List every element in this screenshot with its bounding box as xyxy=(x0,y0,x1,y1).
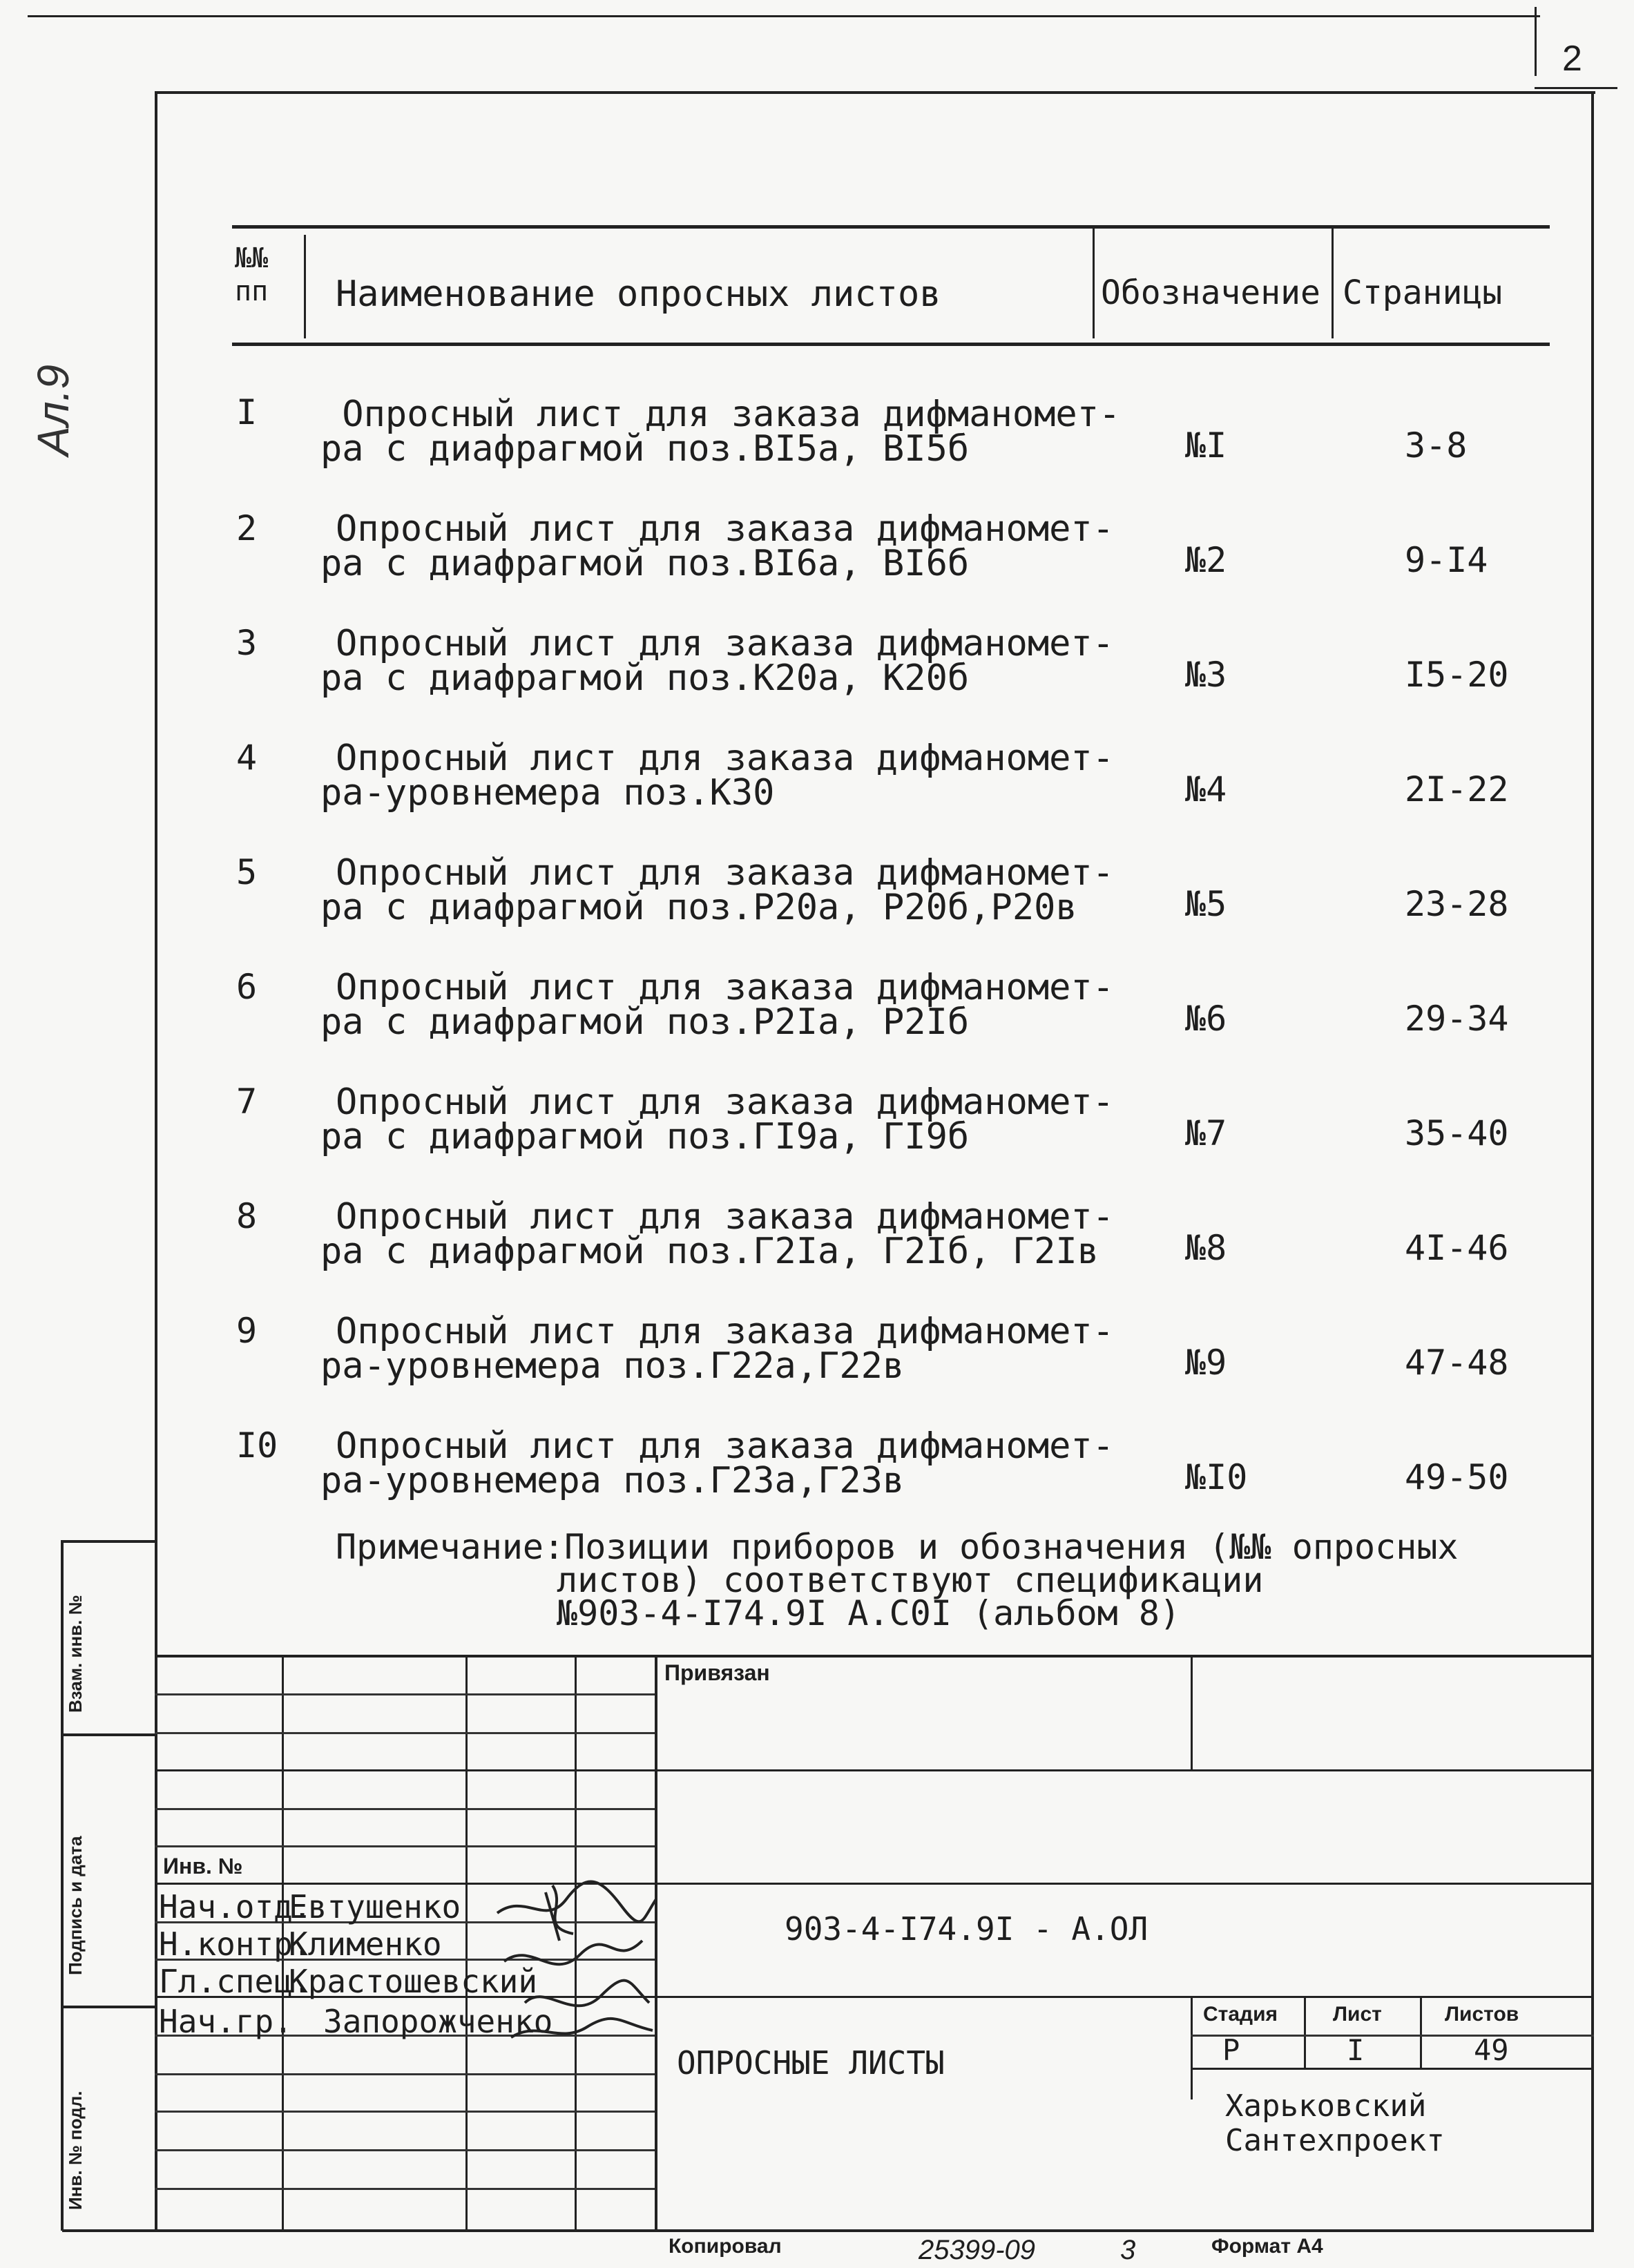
row-name-line2: ра-уровнемера поз.Г22а,Г22в xyxy=(320,1345,905,1387)
frame-left xyxy=(155,91,157,2232)
row-name-line2: ра-уровнемера поз.К30 xyxy=(320,772,775,814)
sheet-label: Лист xyxy=(1333,2003,1382,2026)
tb-row-2 xyxy=(155,1732,655,1734)
handwritten-signatures xyxy=(483,1865,663,2044)
side-sep-2 xyxy=(61,1733,157,1736)
inv-no-label: Инв. № xyxy=(163,1854,243,1878)
row-name-line1: Опросный лист для заказа дифманомет- xyxy=(336,1196,1115,1238)
header-divider-2 xyxy=(1093,228,1095,338)
side-label-vzam-inv: Взам. инв. № xyxy=(65,1595,86,1713)
stage-value: Р xyxy=(1222,2033,1240,2067)
row-name-line2: ра с диафрагмой поз.Р2Iа, Р2Iб xyxy=(320,1001,970,1043)
tb-row-12 xyxy=(155,2111,655,2113)
tb-stage-mid-1 xyxy=(1304,1996,1306,2068)
tb-stage-left xyxy=(1191,1996,1193,2099)
tb-top xyxy=(155,1655,1594,1657)
doc-code: 903-4-I74.9I - А.ОЛ xyxy=(785,1910,1148,1948)
row-name-line2: ра с диафрагмой поз.К20а, К20б xyxy=(320,657,970,699)
footer-format: Формат А4 xyxy=(1211,2235,1323,2258)
footer-copied: Копировал xyxy=(669,2235,782,2258)
row-pages: 2I-22 xyxy=(1405,769,1509,809)
tb-row-11 xyxy=(155,2073,655,2075)
row-code: №4 xyxy=(1185,769,1227,809)
row-number: 4 xyxy=(236,738,258,778)
row-name-line1: Опросный лист для заказа дифманомет- xyxy=(336,852,1115,894)
tb-row-5 xyxy=(155,1845,655,1847)
tb-row-14 xyxy=(155,2188,655,2190)
row-pages: 4I-46 xyxy=(1405,1228,1509,1268)
row-name-line2: ра с диафрагмой поз.Г2Iа, Г2Iб, Г2Iв xyxy=(320,1231,1099,1272)
row-pages: I5-20 xyxy=(1405,655,1509,695)
row-number: 8 xyxy=(236,1196,258,1236)
note-line1: Примечание:Позиции приборов и обозначения (№№ опросных xyxy=(336,1527,1459,1567)
header-no: №№ пп xyxy=(235,242,269,307)
page-number: 2 xyxy=(1562,39,1582,79)
row-pages: 47-48 xyxy=(1405,1343,1509,1383)
row-code: №8 xyxy=(1185,1228,1227,1268)
row-code: №5 xyxy=(1185,884,1227,924)
row-name-line1: Опросный лист для заказа дифманомет- xyxy=(336,1082,1115,1123)
sig-role-2: Н.контр. xyxy=(159,1925,312,1963)
row-name-line1: Опросный лист для заказа дифманомет- xyxy=(336,508,1115,550)
sig-name-3: Крастошевский xyxy=(289,1963,538,2000)
sig-role-1: Нач.отд. xyxy=(159,1888,312,1925)
row-name-line1: Опросный лист для заказа дифманомет- xyxy=(336,1311,1115,1352)
row-name-line1: Опросный лист для заказа дифманомет- xyxy=(336,967,1115,1008)
row-number: 5 xyxy=(236,852,258,892)
tb-col-2 xyxy=(465,1655,468,2231)
tb-row-1 xyxy=(155,1693,655,1695)
row-pages: 3-8 xyxy=(1405,425,1468,465)
row-number: 9 xyxy=(236,1311,258,1351)
row-code: №I xyxy=(1185,425,1227,465)
header-pages: Страницы xyxy=(1343,273,1503,312)
page-number-divider xyxy=(1535,7,1537,76)
row-name-line1: Опросный лист для заказа дифманомет- xyxy=(320,394,1121,435)
row-name-line1: Опросный лист для заказа дифманомет- xyxy=(336,623,1115,664)
frame-top xyxy=(155,91,1595,94)
header-divider-1 xyxy=(304,235,306,338)
tb-stage-row-2 xyxy=(1191,2068,1594,2070)
sig-name-4: Запорожченко xyxy=(323,2003,553,2040)
row-number: 2 xyxy=(236,508,258,548)
frame-bottom xyxy=(62,2229,1594,2232)
row-name-line2: ра с диафрагмой поз.Р20а, Р20б,Р20в xyxy=(320,887,1077,928)
tb-row-13 xyxy=(155,2149,655,2151)
table-header-bottom-rule xyxy=(232,343,1550,346)
org-line1: Харьковский xyxy=(1225,2088,1427,2124)
tb-row-3 xyxy=(155,1769,1594,1771)
org-line2: Сантехпроект xyxy=(1225,2123,1445,2158)
note-line3: №903-4-I74.9I А.С0I (альбом 8) xyxy=(557,1593,1181,1633)
row-code: №6 xyxy=(1185,999,1227,1039)
margin-note: Ал.9 xyxy=(28,364,78,456)
table-header-top-rule xyxy=(232,225,1550,229)
row-code: №3 xyxy=(1185,655,1227,695)
stage-label: Стадия xyxy=(1203,2003,1278,2026)
row-code: №9 xyxy=(1185,1343,1227,1383)
row-code: №2 xyxy=(1185,540,1227,580)
sheets-label: Листов xyxy=(1445,2003,1519,2026)
footer-number: 25399-09 xyxy=(919,2235,1036,2265)
row-name-line2: ра с диафрагмой поз.ГI9а, ГI9б xyxy=(320,1116,970,1157)
tb-col-privyazan xyxy=(1191,1655,1193,1771)
row-name-line1: Опросный лист для заказа дифманомет- xyxy=(336,738,1115,779)
header-name: Наименование опросных листов xyxy=(336,273,941,315)
row-name-line2: ра с диафрагмой поз.BI5а, BI5б xyxy=(320,428,970,470)
page-number-underline xyxy=(1535,87,1617,89)
sig-name-1: Евтушенко xyxy=(289,1888,461,1925)
row-name-line1: Опросный лист для заказа дифманомет- xyxy=(336,1425,1115,1467)
row-number: 7 xyxy=(236,1082,258,1122)
row-pages: 9-I4 xyxy=(1405,540,1488,580)
header-code: Обозначение xyxy=(1101,273,1320,312)
row-pages: 35-40 xyxy=(1405,1113,1509,1153)
sig-role-4: Нач.гр. xyxy=(159,2003,293,2040)
side-sep-3 xyxy=(61,2006,157,2008)
row-name-line2: ра-уровнемера поз.Г23а,Г23в xyxy=(320,1460,905,1501)
side-label-inv-podl: Инв. № подл. xyxy=(65,2091,86,2210)
sig-role-3: Гл.спец. xyxy=(159,1963,312,2000)
sheets-value: 49 xyxy=(1474,2033,1509,2067)
side-label-podpis-data: Подпись и дата xyxy=(65,1836,86,1975)
footer-mark: 3 xyxy=(1120,2235,1136,2265)
privyazan-label: Привязан xyxy=(664,1660,770,1685)
row-pages: 49-50 xyxy=(1405,1457,1509,1497)
row-pages: 23-28 xyxy=(1405,884,1509,924)
side-sep-1 xyxy=(61,1540,157,1543)
row-number: 3 xyxy=(236,623,258,663)
row-number: 6 xyxy=(236,967,258,1007)
top-rule xyxy=(28,15,1540,17)
row-number: I0 xyxy=(236,1425,278,1465)
row-number: I xyxy=(236,392,258,432)
sig-name-2: Клименко xyxy=(289,1925,442,1963)
header-divider-3 xyxy=(1332,228,1334,338)
tb-row-4 xyxy=(155,1808,655,1810)
side-column-left xyxy=(61,1540,64,2231)
frame-right xyxy=(1591,91,1594,2232)
row-code: №I0 xyxy=(1185,1457,1248,1497)
row-name-line2: ра с диафрагмой поз.BI6а, BI6б xyxy=(320,543,970,584)
row-pages: 29-34 xyxy=(1405,999,1509,1039)
note-line2: листов) соответствуют спецификации xyxy=(557,1560,1264,1600)
row-code: №7 xyxy=(1185,1113,1227,1153)
tb-stage-row-1 xyxy=(1191,2035,1594,2037)
sheet-value: I xyxy=(1347,2033,1365,2067)
doc-title: ОПРОСНЫЕ ЛИСТЫ xyxy=(677,2044,945,2082)
tb-row-6 xyxy=(155,1883,1594,1885)
tb-stage-mid-2 xyxy=(1420,1996,1422,2068)
